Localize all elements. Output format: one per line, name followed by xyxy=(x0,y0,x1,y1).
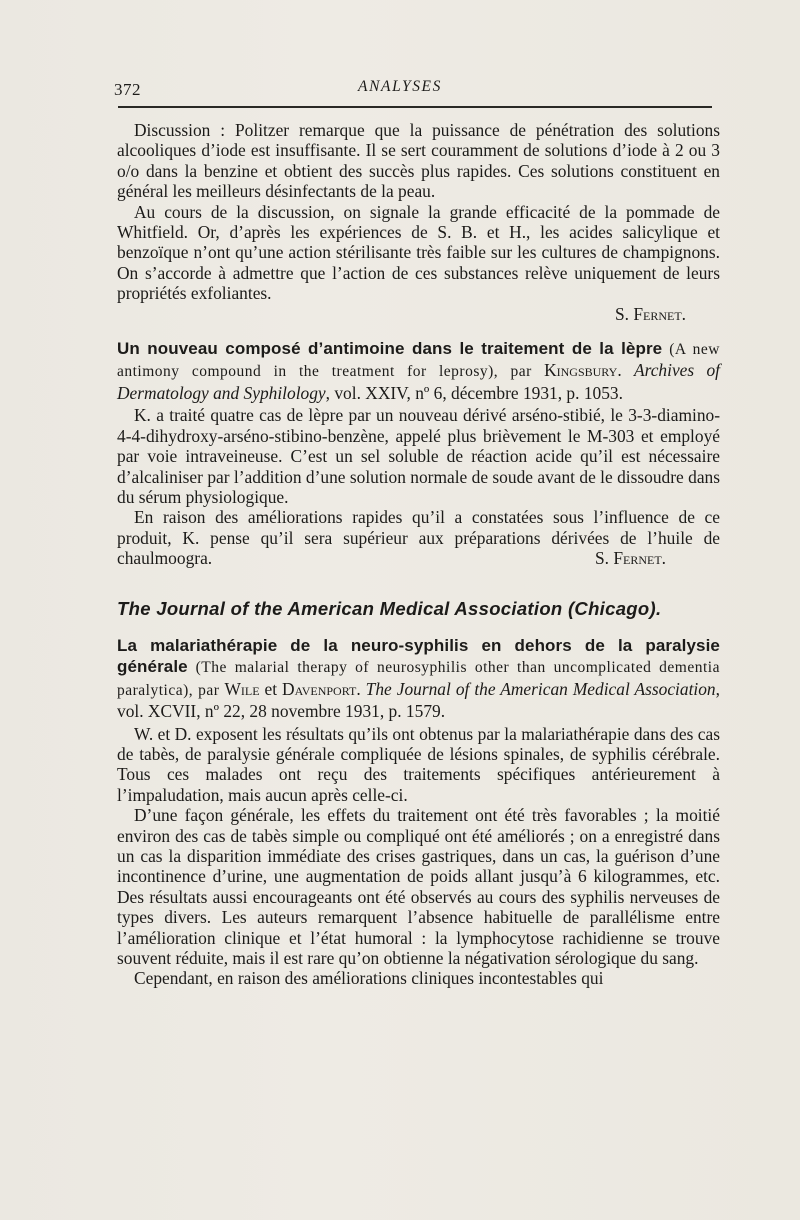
text-column xyxy=(117,120,720,989)
article-author: Davenport xyxy=(282,678,357,699)
article-author: Wile xyxy=(224,678,260,699)
header-rule xyxy=(118,106,712,108)
article-title: Un nouveau composé d’antimoine dans le traitement de la lèpre xyxy=(117,339,663,359)
paragraph-cependant: Cependant, en raison des améliorations cliniques incontestables qui xyxy=(134,968,604,989)
article-title: La malariathérapie de la neuro-syphilis en dehors de la paralysie générale xyxy=(117,635,720,677)
article-english-title: (The malarial therapy of neurosyphilis other than uncomplicated dementia paralytica), par xyxy=(117,659,720,699)
page-number: 372 xyxy=(114,80,141,99)
article-citation: , vol. XXIV, nº 6, décembre 1931, p. 1053. xyxy=(325,382,623,403)
article-citation: , vol. XCVII, nº 22, 28 novembre 1931, p. 1579. xyxy=(117,678,720,722)
article-heading-antimoine xyxy=(117,338,720,403)
article-author: Kingsbury xyxy=(544,360,618,381)
paragraph-raison-text: En raison des améliorations rapides qu’il a constatées sous l’influence de ce produit, K. pense qu’il sera supérieur aux préparations dérivées de l’huile de chaulmoogra. xyxy=(117,507,720,569)
paragraph-resultats: W. et D. exposent les résultats qu’ils ont obtenus par la malariathérapie dans des cas de tabès, de paralysie générale compliquée de lésions spinales, de syphilis cérébrale. Tous ces malades ont reçu des traitements spécifiques antérieurement à l’impaludation, mais aucun après celle-ci. xyxy=(117,723,720,805)
paragraph-discussion: Discussion : Politzer remarque que la puissance de pénétration des solutions alcooliques d’iode est insuffisante. Il se sert couramment de solutions d’iode à 2 ou 3 o/o dans la benzine et obtient des succès plus rapides. Ces solutions constituent en général les meilleurs désinfectants de la peau. xyxy=(117,120,720,202)
punctuation: . xyxy=(356,678,366,699)
article-journal: Archives of Dermatology and Syphilology xyxy=(117,360,720,403)
running-head: ANALYSES xyxy=(358,78,442,95)
article-heading-malariatherapie xyxy=(117,635,720,722)
article-journal: The Journal of the American Medical Association xyxy=(365,678,716,699)
signature: S. Fernet. xyxy=(594,548,666,569)
journal-section-heading: The Journal of the American Medical Association (Chicago). xyxy=(117,597,662,619)
punctuation: . xyxy=(617,360,634,381)
conjunction: et xyxy=(259,678,283,699)
signature: S. Fernet. xyxy=(614,303,686,324)
paragraph-lepre: K. a traité quatre cas de lèpre par un nouveau dérivé arséno-stibié, le 3-3-diamino-4-4-dihydroxy-arséno-stibino-benzène, appelé plus brièvement le M-303 et employé par voie intraveineuse. C’est un sel soluble de réaction acide qu’il est nécessaire d’alcaliniser par l’addition d’une solution normale de soude avant de le dissoudre dans du sérum physiologique. xyxy=(117,405,720,507)
paragraph-raison xyxy=(117,507,720,568)
paragraph-effets: D’une façon générale, les effets du traitement ont été très favorables ; la moitié environ des cas de tabès simple ou compliqué ont été améliorés ; on a enregistré dans un cas la disparition immédiate des crises gastriques, dans un cas, la guérison d’une incontinence d’urine, une augmentation de poids allant jusqu’à 6 kilogrammes, etc. Des résultats aussi encourageants ont été observés au cours des syphilis nerveuses de types divers. Les auteurs remarquent l’absence habituelle de parallélisme entre l’amélioration clinique et l’état humoral : la lymphocytose rachidienne se trouve souvent réduite, mais il est rare qu’on obtienne la négativation sérologique du sang. xyxy=(117,805,720,969)
article-english-title: (A new antimony compound in the treatment for leprosy), par xyxy=(117,341,720,381)
paragraph-whitfield: Au cours de la discussion, on signale la grande efficacité de la pommade de Whitfield. Or, d’après les expériences de S. B. et H., les acides salicylique et benzoïque n’ont qu’une action stérilisante très faible sur les cultures de champignons. On s’accorde à admettre que l’action de ces substances relève uniquement de leurs propriétés exfoliantes. xyxy=(117,201,720,304)
